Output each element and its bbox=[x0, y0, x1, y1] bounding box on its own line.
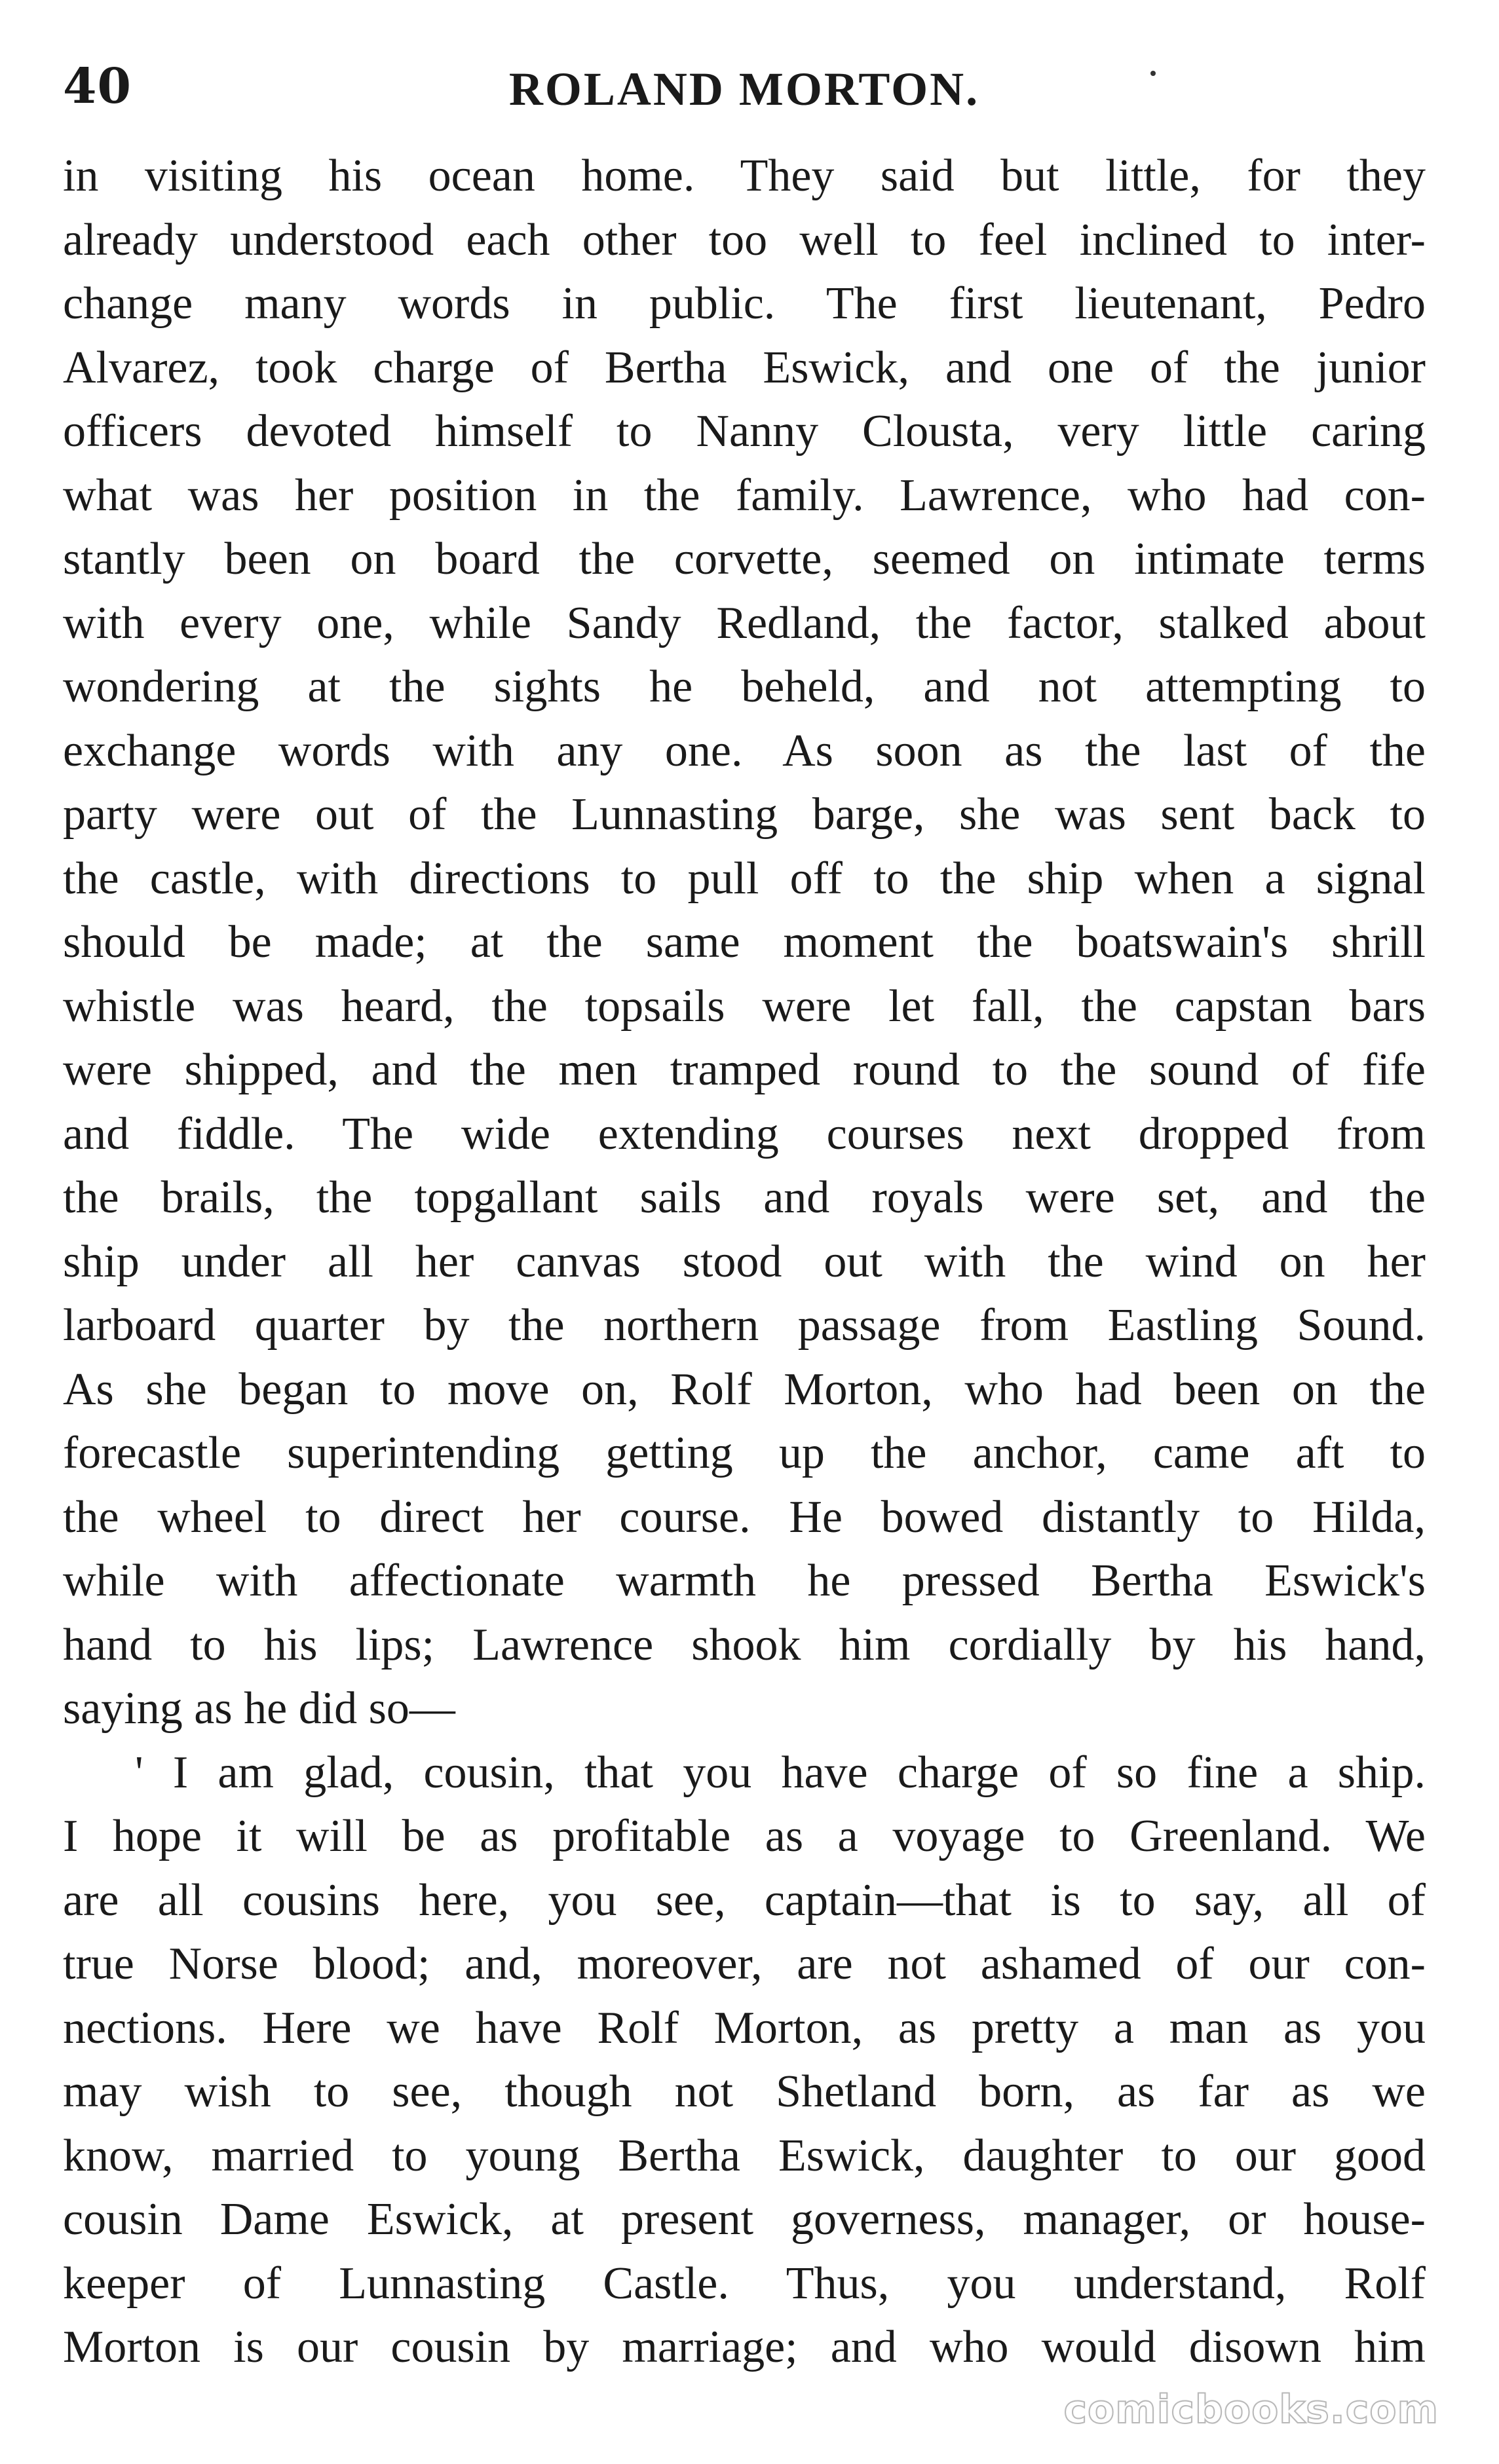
body-text bbox=[63, 144, 1426, 2423]
text-line: in visiting his ocean home. They said but little, for they bbox=[63, 151, 1426, 201]
text-line: know, married to young Bertha Eswick, daughter to our good bbox=[63, 2130, 1426, 2181]
text-line: stantly been on board the corvette, seemed on intimate terms bbox=[63, 534, 1426, 584]
text-line: larboard quarter by the northern passage from Eastling Sound. bbox=[63, 1300, 1426, 1351]
text-line: cousin Dame Eswick, at present governess, manager, or house- bbox=[63, 2194, 1426, 2245]
text-line: whistle was heard, the topsails were let fall, the capstan bars bbox=[63, 980, 1426, 1032]
text-line: with every one, while Sandy Redland, the factor, stalked about bbox=[63, 597, 1426, 648]
text-line: already understood each other too well to feel inclined to inter- bbox=[63, 214, 1426, 265]
text-line: keeper of Lunnasting Castle. Thus, you understand, Rolf bbox=[63, 2258, 1426, 2309]
text-line: ship under all her canvas stood out with the wind on her bbox=[63, 1236, 1426, 1287]
text-line: officers devoted himself to Nanny Clousta, very little caring bbox=[63, 406, 1426, 457]
text-line: wondering at the sights he beheld, and not attempting to bbox=[63, 662, 1426, 712]
running-head: ROLAND MORTON. bbox=[508, 63, 980, 115]
text-line: true Norse blood; and, moreover, are not ashamed of our con- bbox=[63, 1939, 1426, 1989]
page-number: 40 bbox=[63, 58, 132, 115]
text-line: party were out of the Lunnasting barge, she was sent back to bbox=[63, 789, 1426, 840]
text-line: the brails, the topgallant sails and royals were set, and the bbox=[63, 1172, 1426, 1223]
text-line: nections. Here we have Rolf Morton, as pretty a man as you bbox=[63, 2002, 1426, 2053]
text-line: hand to his lips; Lawrence shook him cordially by his hand, bbox=[63, 1619, 1426, 1670]
paragraph-start-line: ' I am glad, cousin, that you have charge of so fine a ship. bbox=[135, 1747, 1426, 1798]
text-line: the wheel to direct her course. He bowed distantly to Hilda, bbox=[63, 1491, 1426, 1542]
paragraph-end-line: saying as he did so— bbox=[63, 1683, 455, 1734]
text-line: were shipped, and the men tramped round to the sound of fife bbox=[63, 1045, 1426, 1095]
text-line: Morton is our cousin by marriage; and who would disown him bbox=[63, 2322, 1426, 2372]
text-line: change many words in public. The first lieutenant, Pedro bbox=[63, 278, 1426, 329]
text-line: I hope it will be as profitable as a voyage to Greenland. We bbox=[63, 1811, 1426, 1861]
text-line: exchange words with any one. As soon as the last of the bbox=[63, 725, 1426, 776]
text-line: should be made; at the same moment the boatswain's shrill bbox=[63, 917, 1426, 967]
text-line: the castle, with directions to pull off to the ship when a signal bbox=[63, 853, 1426, 904]
watermark-logo: comicbooks.com bbox=[1063, 2387, 1439, 2433]
text-line: while with affectionate warmth he pressed Bertha Eswick's bbox=[63, 1556, 1426, 1606]
text-line: As she began to move on, Rolf Morton, who had been on the bbox=[63, 1364, 1426, 1415]
text-line: Alvarez, took charge of Bertha Eswick, and one of the junior bbox=[63, 342, 1426, 393]
text-line: and fiddle. The wide extending courses next dropped from bbox=[63, 1108, 1426, 1159]
text-line: forecastle superintending getting up the anchor, came aft to bbox=[63, 1428, 1426, 1478]
page-header bbox=[63, 47, 1426, 126]
print-speck bbox=[1150, 71, 1156, 76]
text-line: may wish to see, though not Shetland born, as far as we bbox=[63, 2066, 1426, 2117]
text-line: what was her position in the family. Lawrence, who had con- bbox=[63, 470, 1426, 521]
text-line: are all cousins here, you see, captain—that is to say, all of bbox=[63, 1875, 1426, 1926]
